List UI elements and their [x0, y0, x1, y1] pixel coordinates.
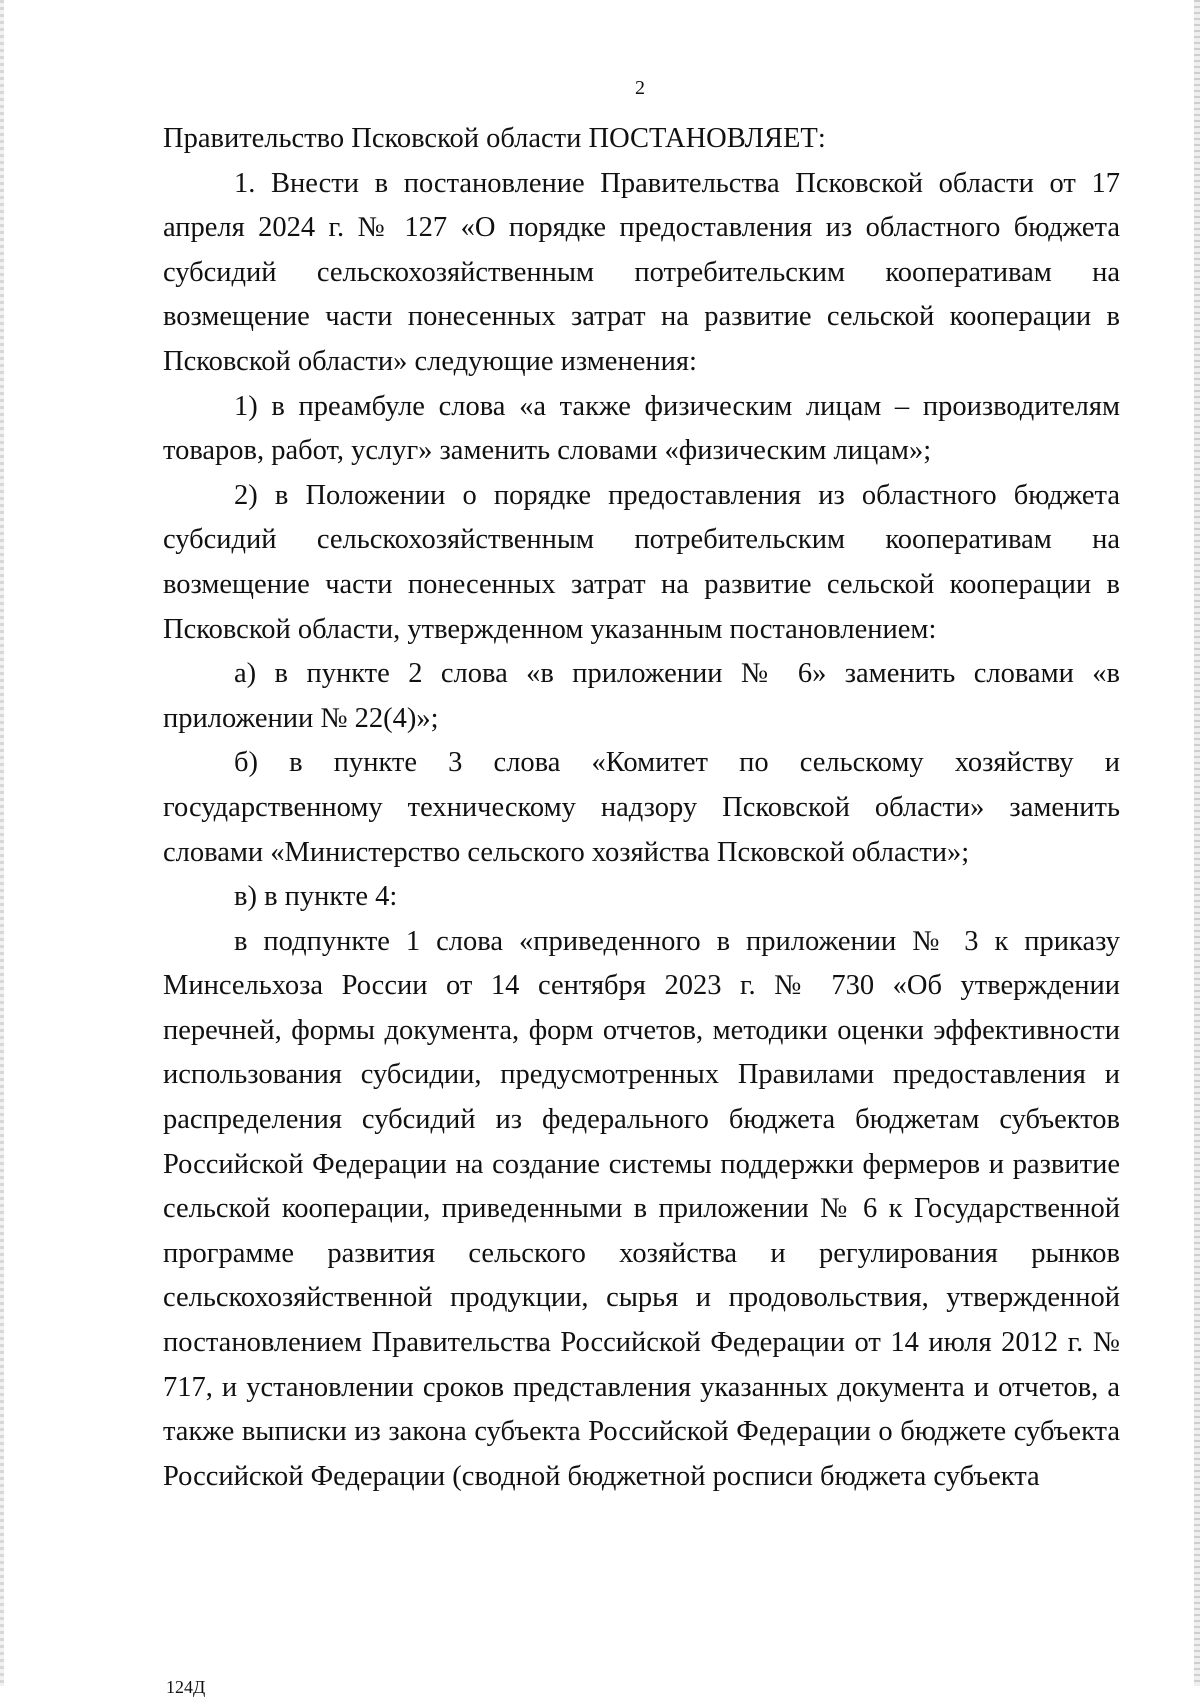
paragraph-subitem-b: б) в пункте 3 слова «Комитет по сельскому хозяйству и государственному техническому надзору Псковской области» заменить словами «Министерство сельского хозяйства Псковской области»; [163, 747, 1120, 868]
scan-edge-right [1194, 0, 1200, 1686]
paragraph-subpoint-1: в подпункте 1 слова «приведенного в приложении № 3 к приказу Минсельхоза России от 14 сентября 2023 г. № 730 «Об утверждении перечней, формы документа, форм отчетов, методики оценки эффективности использования субсидии, предусмотренных Правилами предоставления и распределения субсидий из федерального бюджета бюджетам субъектов Российской Федерации на создание системы поддержки фермеров и развитие сельской кооперации, приведенными в приложении № 6 к Государственной программе развития сельского хозяйства и регулирования рынков сельскохозяйственной продукции, сырья и продовольствия, утвержденной постановлением Правительства Российской Федерации от 14 июля 2012 г. № 717, и установлении сроков представления указанных документа и отчетов, а также выписки из закона субъекта Российской Федерации о бюджете субъекта Российской Федерации (сводной бюджетной росписи бюджета субъекта [163, 925, 1120, 1492]
document-code: 124Д [166, 1677, 206, 1697]
page-number: 2 [635, 77, 645, 99]
paragraph-subitem-v: в) в пункте 4: [234, 881, 398, 913]
paragraph-subitem-1: 1) в преамбуле слова «а также физическим лицам – производителям товаров, работ, услуг» заменить словами «физическим лицам»; [163, 390, 1120, 467]
paragraph-subitem-2: 2) в Положении о порядке предоставления из областного бюджета субсидий сельскохозяйственным потребительским кооперативам на возмещение части понесенных затрат на развитие сельской кооперации в Псковской области, утвержденном указанным постановлением: [163, 479, 1120, 645]
scan-edge-left [0, 0, 4, 1686]
document-body [163, 117, 1120, 1499]
paragraph-item-1: 1. Внести в постановление Правительства Псковской области от 17 апреля 2024 г. № 127 «О порядке предоставления из областного бюджета субсидий сельскохозяйственным потребительским кооперативам на возмещение части понесенных затрат на развитие сельской кооперации в Псковской области» следующие изменения: [163, 167, 1120, 377]
paragraph-subitem-a: а) в пункте 2 слова «в приложении № 6» заменить словами «в приложении № 22(4)»; [163, 658, 1120, 734]
paragraph-preamble: Правительство Псковской области ПОСТАНОВЛЯЕТ: [163, 123, 826, 154]
